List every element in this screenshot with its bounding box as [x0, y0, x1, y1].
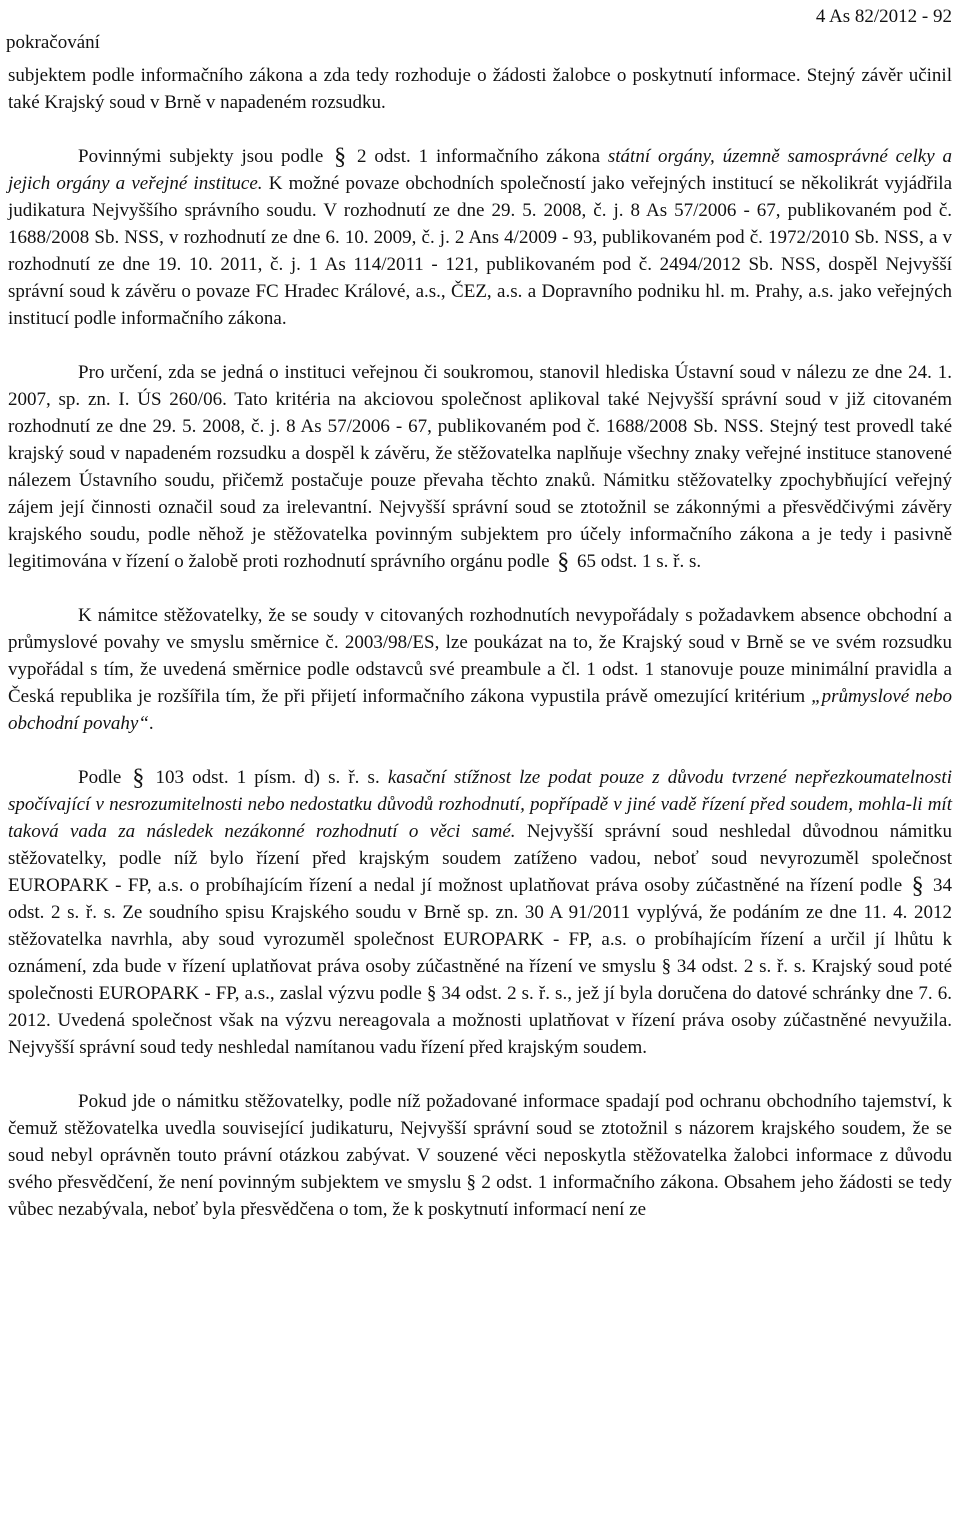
section-sign: §: [334, 144, 347, 170]
case-number: 4 As 82/2012 - 92: [815, 6, 952, 27]
italic-quote: státní orgány, územně samosprávné celky a jejich orgány a veřejné instituce.: [8, 146, 952, 194]
paragraph: [8, 1088, 952, 1223]
paragraph: [8, 359, 952, 575]
text-run: Nejvyšší správní soud neshledal důvodnou námitku stěžovatelky, podle níž bylo řízení před krajským soudem zatíženo vadou, neboť soud nevyrozuměl společnost EUROPARK - FP, a.s. o probíhajícím řízení a nedal jí možnost uplatňovat práva osoby zúčastněné na řízení podle: [8, 821, 952, 896]
italic-quote: „průmyslové nebo obchodní povahy“: [8, 686, 952, 734]
text-run: 2 odst. 1 informačního zákona: [349, 146, 608, 167]
paragraph: [8, 62, 952, 116]
text-run: subjektem podle informačního zákona a zda tedy rozhoduje o žádosti žalobce o poskytnutí informace. Stejný závěr učinil také Krajský soud v Brně v napadeném rozsudku.: [8, 65, 952, 113]
text-run: Povinnými subjekty jsou podle: [78, 146, 332, 167]
document-body: [8, 62, 952, 1250]
text-run: K námitce stěžovatelky, že se soudy v citovaných rozhodnutích nevypořádaly s požadavkem absence obchodní a průmyslové povahy ve smyslu směrnice č. 2003/98/ES, lze poukázat na to, že Krajský soud v Brně se ve svém rozsudku vypořádal s tím, že uvedená směrnice podle odstavců své preambule a čl. 1 odst. 1 stanovuje pouze minimální pravidla a Česká republika je rozšířila tím, že při přijetí informačního zákona vypustila právě omezující kritérium: [8, 605, 952, 707]
paragraph: [8, 602, 952, 737]
text-run: Pokud jde o námitku stěžovatelky, podle níž požadované informace spadají pod ochranu obchodního tajemství, k čemuž stěžovatelka uvedla související judikaturu, Nejvyšší správní soud se ztotožnil s názorem krajského soudem, že se soud nebyl oprávněn touto právní otázkou zabývat. V souzené věci neposkytla stěžovatelka žalobci informace z důvodu svého přesvědčení, že není povinným subjektem ve smyslu § 2 odst. 1 informačního zákona. Obsahem jeho žádosti se tedy vůbec nezabývala, neboť byla přesvědčena o tom, že k poskytnutí informací není ze: [8, 1091, 952, 1220]
section-sign: §: [557, 549, 570, 575]
section-sign: §: [911, 873, 924, 899]
text-run: K možné povaze obchodních společností jako veřejných institucí se několikrát vyjádřila judikatura Nejvyššího správního soudu. V rozhodnutí ze dne 29. 5. 2008, č. j. 8 As 57/2006 - 67, publikovaném pod č. 1688/2008 Sb. NSS, v rozhodnutí ze dne 6. 10. 2009, č. j. 2 Ans 4/2009 - 93, publikovaném pod č. 1972/2010 Sb. NSS, a v rozhodnutí ze dne 19. 10. 2011, č. j. 1 As 114/2011 - 121, publikovaném pod č. 2494/2012 Sb. NSS, dospěl Nejvyšší správní soud k závěru o povaze FC Hradec Králové, a.s., ČEZ, a.s. a Dopravního podniku hl. m. Prahy, a.s. jako veřejných institucí podle informačního zákona.: [8, 173, 953, 329]
paragraph: [8, 764, 952, 1061]
text-run: 103 odst. 1 písm. d) s. ř. s.: [147, 767, 388, 788]
text-run: Podle: [78, 767, 130, 788]
text-run: .: [148, 713, 154, 734]
page-header: [6, 4, 952, 58]
continuation-label: pokračování: [6, 32, 100, 53]
text-run: Pro určení, zda se jedná o instituci veřejnou či soukromou, stanovil hlediska Ústavní soud v nálezu ze dne 24. 1. 2007, sp. zn. I. ÚS 260/06. Tato kritéria na akciovou společnost aplikoval také Nejvyšší správní soud v již citovaném rozhodnutí ze dne 29. 5. 2008, č. j. 8 As 57/2006 - 67, publikovaném pod č. 1688/2008 Sb. NSS. Stejný test provedl také krajský soud v napadeném rozsudku a dospěl k závěru, že stěžovatelka naplňuje všechny znaky veřejné instituce stanovené nálezem Ústavního soudu, přičemž postačuje pouze převaha těchto znaků. Námitku stěžovatelky zpochybňující veřejný zájem její činnosti označil soud za irelevantní. Nejvyšší správní soud se ztotožnil se zákonnými a přesvědčivými závěry krajského soudu, podle něhož je stěžovatelka povinným subjektem pro účely informačního zákona a je tedy i pasivně legitimována v řízení o žalobě proti rozhodnutí správního orgánu podle: [8, 362, 952, 572]
paragraph: [8, 143, 952, 332]
italic-quote: kasační stížnost lze podat pouze z důvodu tvrzené nepřezkoumatelnosti spočívající v nesrozumitelnosti nebo nedostatku důvodů rozhodnutí, popřípadě v jiné vadě řízení před soudem, mohla-li mít taková vada za následek nezákonné rozhodnutí o věci samé.: [8, 767, 952, 842]
text-run: 65 odst. 1 s. ř. s.: [572, 551, 702, 572]
section-sign: §: [132, 765, 145, 791]
text-run: 34 odst. 2 s. ř. s. Ze soudního spisu Krajského soudu v Brně sp. zn. 30 A 91/2011 vyplývá, že podáním ze dne 11. 4. 2012 stěžovatelka navrhla, aby soud vyrozuměl společnost EUROPARK - FP, a.s. o probíhajícím řízení a určil jí lhůtu k oznámení, zda bude v řízení uplatňovat práva osoby zúčastněné na řízení ve smyslu § 34 odst. 2 s. ř. s. Krajský soud poté společnosti EUROPARK - FP, a.s., zaslal výzvu podle § 34 odst. 2 s. ř. s., jež jí byla doručena do datové schránky dne 7. 6. 2012. Uvedená společnost však na výzvu nereagovala a možnosti uplatňovat v řízení práva osoby zúčastněné nevyužila. Nejvyšší správní soud tedy neshledal namítanou vadu řízení před krajským soudem.: [8, 875, 952, 1058]
